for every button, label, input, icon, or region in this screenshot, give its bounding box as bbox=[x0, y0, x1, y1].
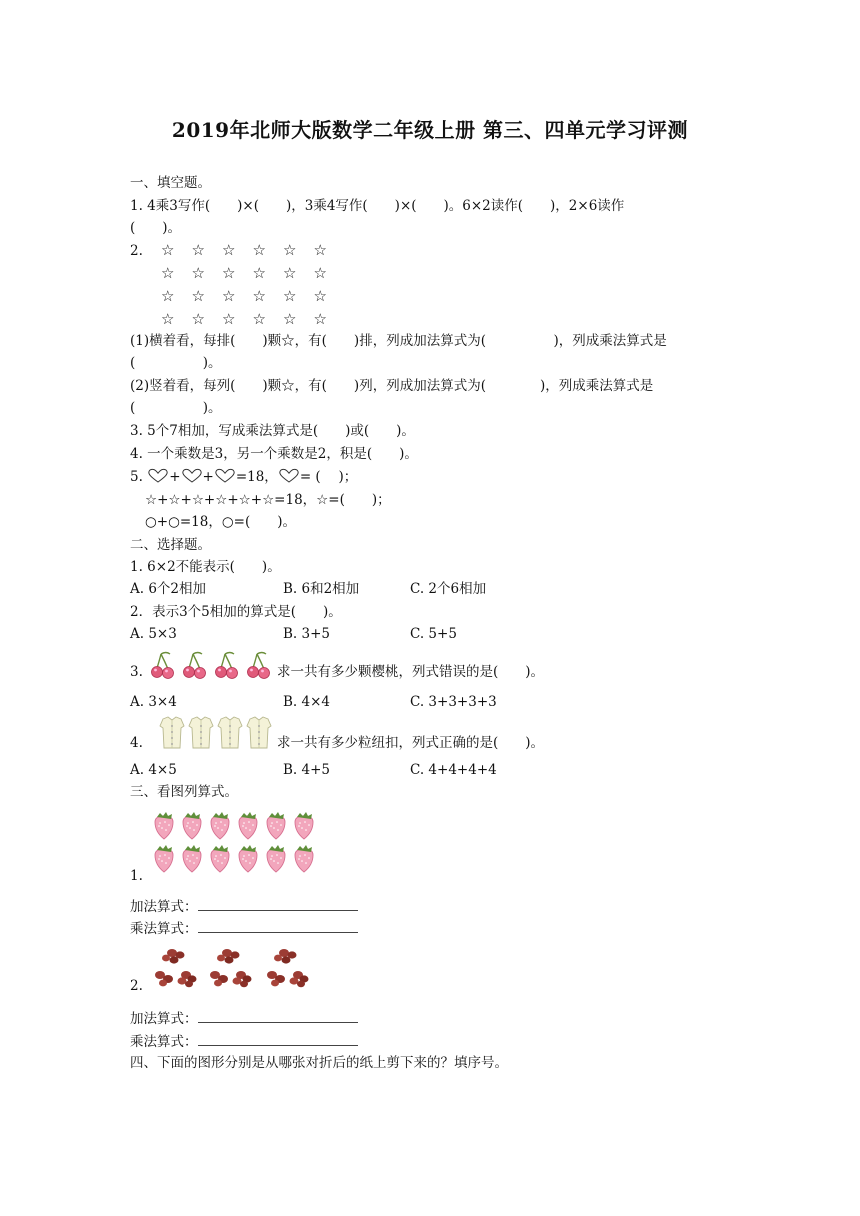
q1-1-line1: 1. 4乘3写作( )×( )，3乘4写作( )×( )。6×2读作( )，2×6读作 bbox=[130, 198, 625, 214]
star-icon: ☆ bbox=[283, 241, 297, 259]
q1-1-line2: ( )。 bbox=[130, 220, 182, 236]
q2-4-number: 4. bbox=[130, 735, 143, 751]
q3-2-addition-blank[interactable] bbox=[198, 1008, 358, 1023]
star-icon: ☆ bbox=[222, 264, 236, 282]
cherry-icon bbox=[151, 650, 277, 680]
star-icon: ☆ bbox=[161, 310, 175, 328]
q2-3-number: 3. bbox=[130, 664, 143, 680]
q3-1-multiplication-blank[interactable] bbox=[198, 918, 358, 933]
q2-3-option-a: A. 3×4 bbox=[130, 694, 177, 710]
section1-heading: 一、填空题。 bbox=[130, 175, 211, 191]
cherries-picture bbox=[151, 650, 277, 680]
q1-2-2-line2: ( )。 bbox=[130, 400, 222, 416]
q2-1-option-b: B. 6和2相加 bbox=[283, 581, 360, 597]
star-row-3 bbox=[161, 286, 344, 306]
q3-1-addition-blank[interactable] bbox=[198, 896, 358, 911]
q3-1-multiplication-row: 乘法算式： bbox=[130, 918, 358, 939]
q2-4-option-b: B. 4+5 bbox=[283, 762, 330, 778]
star-icon: ☆ bbox=[283, 264, 297, 282]
star-icon: ☆ bbox=[222, 310, 236, 328]
star-icon: ☆ bbox=[161, 287, 175, 305]
star-icon: ☆ bbox=[283, 287, 297, 305]
q3-2-multiplication-row: 乘法算式： bbox=[130, 1031, 358, 1052]
star-row-4 bbox=[161, 309, 344, 329]
q1-2-1-line2: ( )。 bbox=[130, 355, 222, 371]
q3-2-number: 2. bbox=[130, 978, 143, 994]
shirt-icon bbox=[155, 716, 275, 750]
q1-2-2-line1: (2)竖着看，每列( )颗☆，有( )列，列成加法算式为( )，列成乘法算式是 bbox=[130, 378, 654, 394]
heart-icon bbox=[278, 468, 300, 484]
q1-2-number: 2. bbox=[130, 243, 143, 259]
q2-4-option-a: A. 4×5 bbox=[130, 762, 177, 778]
star-icon: ☆ bbox=[252, 264, 266, 282]
section2-heading: 二、选择题。 bbox=[130, 537, 211, 553]
star-row-1 bbox=[161, 240, 344, 260]
q2-1-option-a: A. 6个2相加 bbox=[130, 581, 207, 597]
q1-5-line3: ○+○=18，○=( )。 bbox=[145, 514, 296, 530]
q1-3: 3. 5个7相加，写成乘法算式是( )或( )。 bbox=[130, 423, 415, 439]
q2-3-option-b: B. 4×4 bbox=[283, 694, 330, 710]
q1-5-line2: ☆+☆+☆+☆+☆+☆=18，☆=( )； bbox=[145, 492, 391, 508]
grapes-picture bbox=[152, 946, 322, 990]
strawberry-icon bbox=[151, 812, 321, 876]
star-icon: ☆ bbox=[191, 310, 205, 328]
heart-icon bbox=[214, 468, 236, 484]
grape-cluster-icon bbox=[152, 946, 322, 990]
q3-2-addition-row: 加法算式： bbox=[130, 1008, 358, 1029]
star-row-2 bbox=[161, 263, 344, 283]
star-icon: ☆ bbox=[252, 287, 266, 305]
q2-1-option-c: C. 2个6相加 bbox=[410, 581, 487, 597]
star-icon: ☆ bbox=[222, 241, 236, 259]
page-title: 2019年北师大版数学二年级上册 第三、四单元学习评测 bbox=[171, 118, 689, 142]
q2-1: 1. 6×2不能表示( )。 bbox=[130, 559, 281, 575]
q1-5-line1: 5. + + =18， = ( )； bbox=[130, 469, 358, 485]
star-icon: ☆ bbox=[313, 241, 327, 259]
heart-icon bbox=[181, 468, 203, 484]
star-icon: ☆ bbox=[222, 287, 236, 305]
star-icon: ☆ bbox=[313, 264, 327, 282]
q2-2-option-a: A. 5×3 bbox=[130, 626, 177, 642]
q2-3-option-c: C. 3+3+3+3 bbox=[410, 694, 497, 710]
strawberries-picture bbox=[151, 812, 321, 876]
section4-heading: 四、下面的图形分别是从哪张对折后的纸上剪下来的？填序号。 bbox=[130, 1055, 508, 1071]
q2-2-option-c: C. 5+5 bbox=[410, 626, 457, 642]
q3-1-number: 1. bbox=[130, 868, 143, 884]
q1-4: 4. 一个乘数是3，另一个乘数是2，积是( )。 bbox=[130, 446, 418, 462]
q3-1-addition-row: 加法算式： bbox=[130, 896, 358, 917]
q2-4-option-c: C. 4+4+4+4 bbox=[410, 762, 497, 778]
star-icon: ☆ bbox=[161, 264, 175, 282]
shirts-picture bbox=[155, 716, 275, 750]
q2-3-text: 求一共有多少颗樱桃，列式错误的是( )。 bbox=[277, 664, 545, 680]
q2-2-option-b: B. 3+5 bbox=[283, 626, 330, 642]
star-icon: ☆ bbox=[313, 310, 327, 328]
q2-4-text: 求一共有多少粒纽扣，列式正确的是( )。 bbox=[277, 735, 545, 751]
q1-2-1-line1: (1)横着看，每排( )颗☆，有( )排，列成加法算式为( )，列成乘法算式是 bbox=[130, 333, 667, 349]
star-icon: ☆ bbox=[191, 287, 205, 305]
star-icon: ☆ bbox=[252, 241, 266, 259]
heart-icon bbox=[147, 468, 169, 484]
star-icon: ☆ bbox=[283, 310, 297, 328]
section3-heading: 三、看图列算式。 bbox=[130, 784, 238, 800]
q3-2-multiplication-blank[interactable] bbox=[198, 1031, 358, 1046]
star-icon: ☆ bbox=[252, 310, 266, 328]
star-icon: ☆ bbox=[191, 241, 205, 259]
q2-2: 2．表示3个5相加的算式是( )。 bbox=[130, 604, 342, 620]
q1-5-number: 5. bbox=[130, 469, 143, 485]
star-icon: ☆ bbox=[161, 241, 175, 259]
star-icon: ☆ bbox=[191, 264, 205, 282]
star-icon: ☆ bbox=[313, 287, 327, 305]
